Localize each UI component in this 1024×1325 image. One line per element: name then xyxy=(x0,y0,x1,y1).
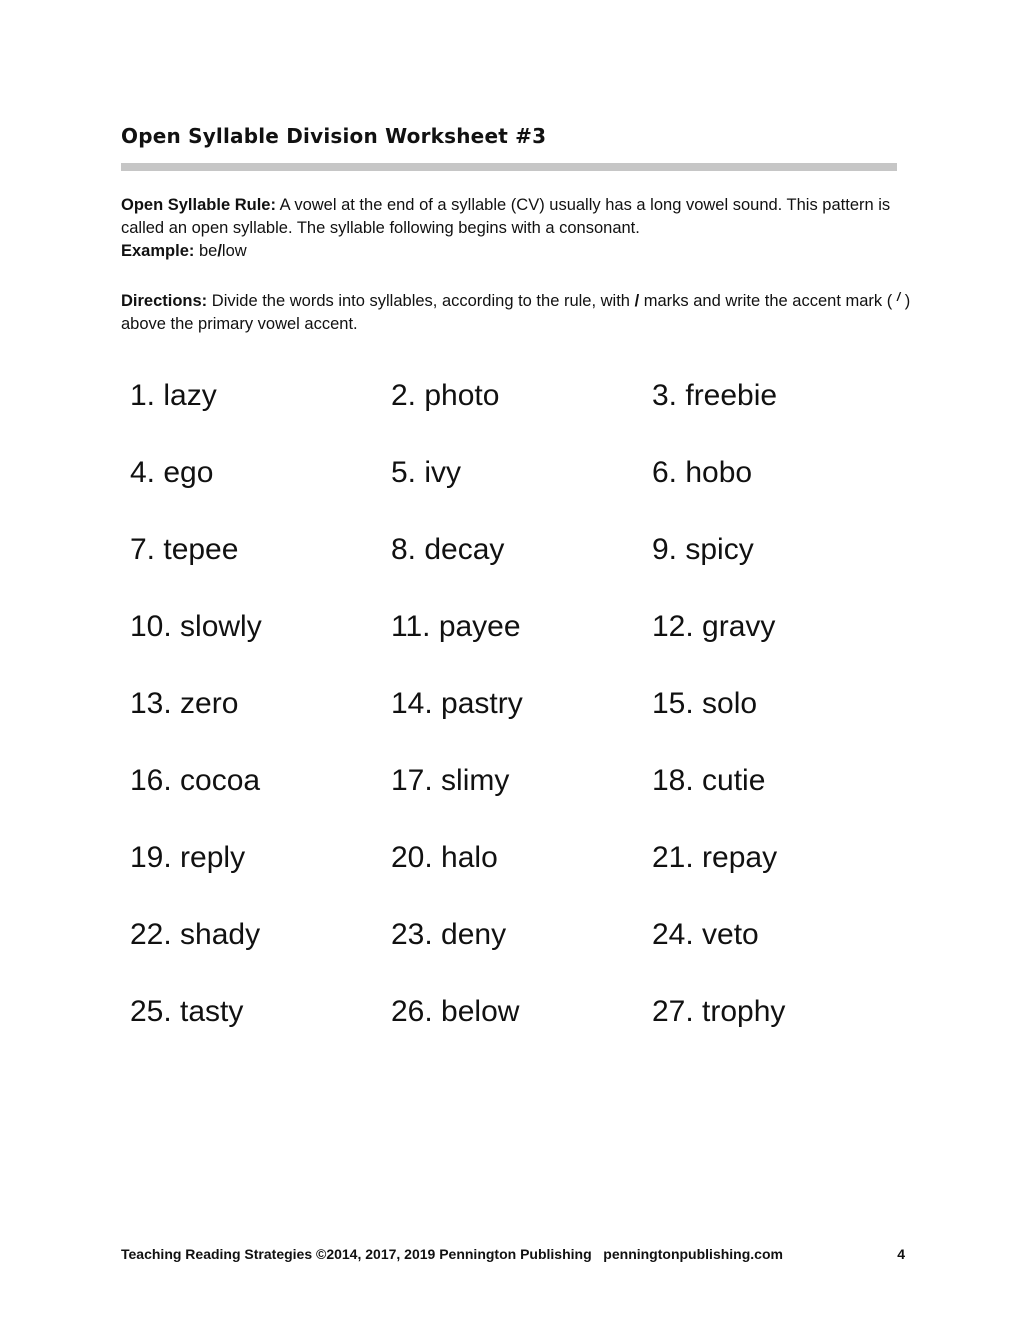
word-item: 4. ego xyxy=(130,456,214,489)
word-item: 8. decay xyxy=(391,533,505,566)
word-list xyxy=(130,373,920,1066)
example-slash: / xyxy=(217,242,222,260)
directions xyxy=(121,286,911,336)
word-item: 14. pastry xyxy=(391,687,523,720)
word-item: 11. payee xyxy=(391,610,521,643)
accent-mark-symbol: / xyxy=(896,290,901,304)
word-item: 9. spicy xyxy=(652,533,754,566)
word-item: 16. cocoa xyxy=(130,764,261,797)
directions-text-1: Divide the words into syllables, according to the rule, with xyxy=(207,292,635,310)
word-item: 25. tasty xyxy=(130,995,244,1028)
rule-text: A vowel at the end of a syllable (CV) usually has a long vowel sound. This pattern is called an open syllable. The syllable following begins with a consonant. xyxy=(121,196,891,237)
word-item: 22. shady xyxy=(130,918,261,951)
title-divider xyxy=(121,163,897,171)
word-item: 23. deny xyxy=(391,918,507,951)
word-item: 13. zero xyxy=(130,687,239,720)
word-item: 10. slowly xyxy=(130,610,262,643)
word-item: 7. tepee xyxy=(130,533,239,566)
word-item: 12. gravy xyxy=(652,610,776,643)
rule-label: Open Syllable Rule: xyxy=(121,196,276,214)
word-item: 2. photo xyxy=(391,379,500,412)
directions-label: Directions: xyxy=(121,292,208,310)
example-part-2: low xyxy=(221,242,247,260)
word-item: 24. veto xyxy=(652,918,759,951)
example-part-1: be xyxy=(198,242,218,260)
directions-text-2: marks and write the accent mark ( xyxy=(639,292,897,310)
word-item: 15. solo xyxy=(652,687,758,720)
word-item: 21. repay xyxy=(652,841,778,874)
word-item: 27. trophy xyxy=(652,995,786,1028)
word-item: 18. cutie xyxy=(652,764,766,797)
directions-text-3: ) above the primary vowel accent. xyxy=(121,292,911,333)
word-item: 19. reply xyxy=(130,841,246,874)
open-syllable-rule xyxy=(121,194,911,263)
footer-credit: Teaching Reading Strategies ©2014, 2017, 2019 Pennington Publishing penningtonpublishing.com xyxy=(121,1246,783,1262)
word-item: 6. hobo xyxy=(652,456,753,489)
page-number: 4 xyxy=(897,1246,905,1262)
word-item: 3. freebie xyxy=(652,379,778,412)
word-item: 1. lazy xyxy=(130,379,217,412)
word-item: 26. below xyxy=(391,995,520,1028)
directions-slash: / xyxy=(634,292,640,310)
footer xyxy=(121,1246,905,1262)
word-item: 20. halo xyxy=(391,841,498,874)
page-title: Open Syllable Division Worksheet #3 xyxy=(121,124,547,148)
word-item: 17. slimy xyxy=(391,764,510,797)
word-item: 5. ivy xyxy=(391,456,462,489)
example-label: Example: xyxy=(121,242,195,260)
